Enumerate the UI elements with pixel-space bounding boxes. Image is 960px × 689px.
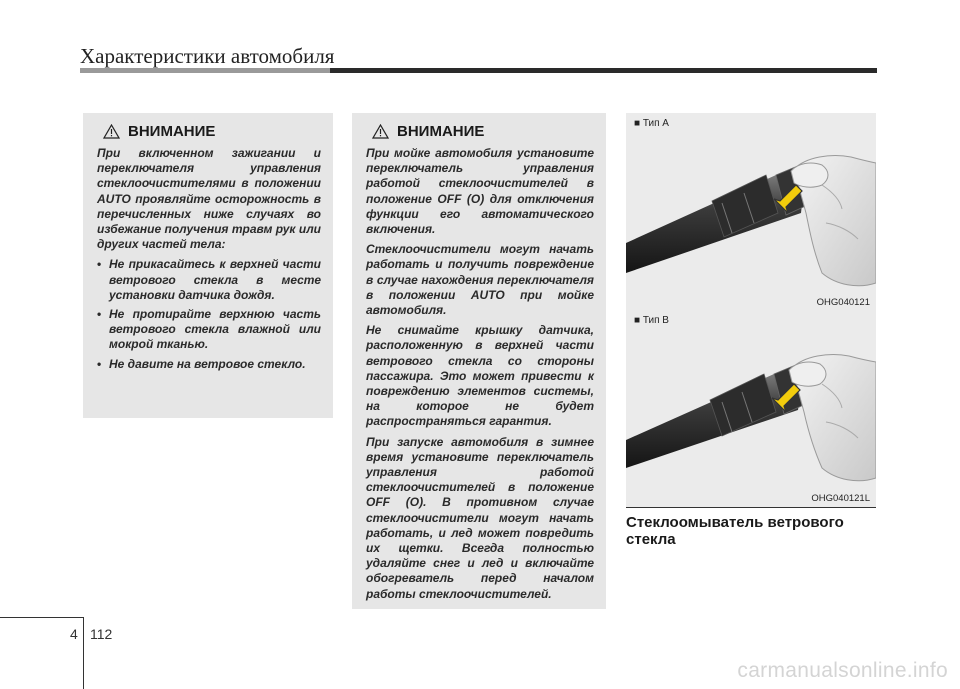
- figure-code: OHG040121: [816, 297, 870, 308]
- watermark: carmanualsonline.info: [737, 659, 948, 682]
- warning-intro: При включенном зажигании и переключателя управления стеклоочистителями в положении AUTO проявляйте осторожность в перечисленных ниже случаях во избежание получения травм рук или других частей тела:: [97, 146, 321, 252]
- warning-triangle-icon: [372, 124, 389, 139]
- warning-triangle-icon: [103, 124, 120, 139]
- figure-code: OHG040121L: [811, 493, 870, 504]
- list-item: • Не протирайте верхнюю часть ветрового стекла влажной или мокрой тканью.: [97, 307, 321, 353]
- list-item: • Не прикасайтесь к верхней части ветрового стекла в месте установки датчика дождя.: [97, 257, 321, 303]
- warning-box-car-wash: [352, 113, 606, 609]
- warning-heading: [372, 123, 594, 140]
- chapter-number: 4: [70, 626, 78, 642]
- page-number: 112: [90, 626, 113, 642]
- warning-heading: [103, 123, 321, 140]
- warning-paragraph: При мойке автомобиля установите переключатель управления работой стеклоочистителей в положение OFF (O) для отключения функции его автоматического включения.: [366, 146, 594, 237]
- figure-type-label: ■ Тип B: [634, 315, 669, 326]
- warning-paragraph: Не снимайте крышку датчика, расположенную в верхней части ветрового стекла со стороны пассажира. Это может привести к повреждению элементов системы, на которое не будет распространяться гарантия.: [366, 323, 594, 429]
- warning-heading-text: ВНИМАНИЕ: [128, 123, 216, 140]
- figure-divider: [626, 507, 876, 508]
- footer-rule: [0, 617, 84, 618]
- warning-heading-text: ВНИМАНИЕ: [397, 123, 485, 140]
- section-heading: Стеклоомыватель ветрового стекла: [626, 514, 844, 548]
- figure-type-b: [626, 310, 876, 508]
- wiper-stalk-illustration: [626, 113, 876, 312]
- warning-paragraph: Стеклоочистители могут начать работать и получить повреждение в случае нахождения переключателя в положении AUTO при мойке автомобиля.: [366, 242, 594, 318]
- figure-type-a: [626, 113, 876, 312]
- wiper-stalk-illustration: [626, 310, 876, 508]
- figure-type-label: ■ Тип A: [634, 118, 669, 129]
- warning-paragraph: При запуске автомобиля в зимнее время установите переключатель управления работой стеклоочистителей в положение OFF (O). В противном случае стеклоочистители могут начать работать, и лед может повредить их щетки. Всегда полностью удаляйте снег и лед и включайте обогреватель перед началом работы стеклоочистителей.: [366, 434, 594, 601]
- header-rule-accent: [80, 68, 330, 73]
- footer-divider: [83, 617, 84, 689]
- warning-box-rain-sensor: [83, 113, 333, 418]
- page-title: Характеристики автомобиля: [80, 44, 335, 68]
- list-item: • Не давите на ветровое стекло.: [97, 357, 321, 372]
- warning-list: [97, 257, 321, 371]
